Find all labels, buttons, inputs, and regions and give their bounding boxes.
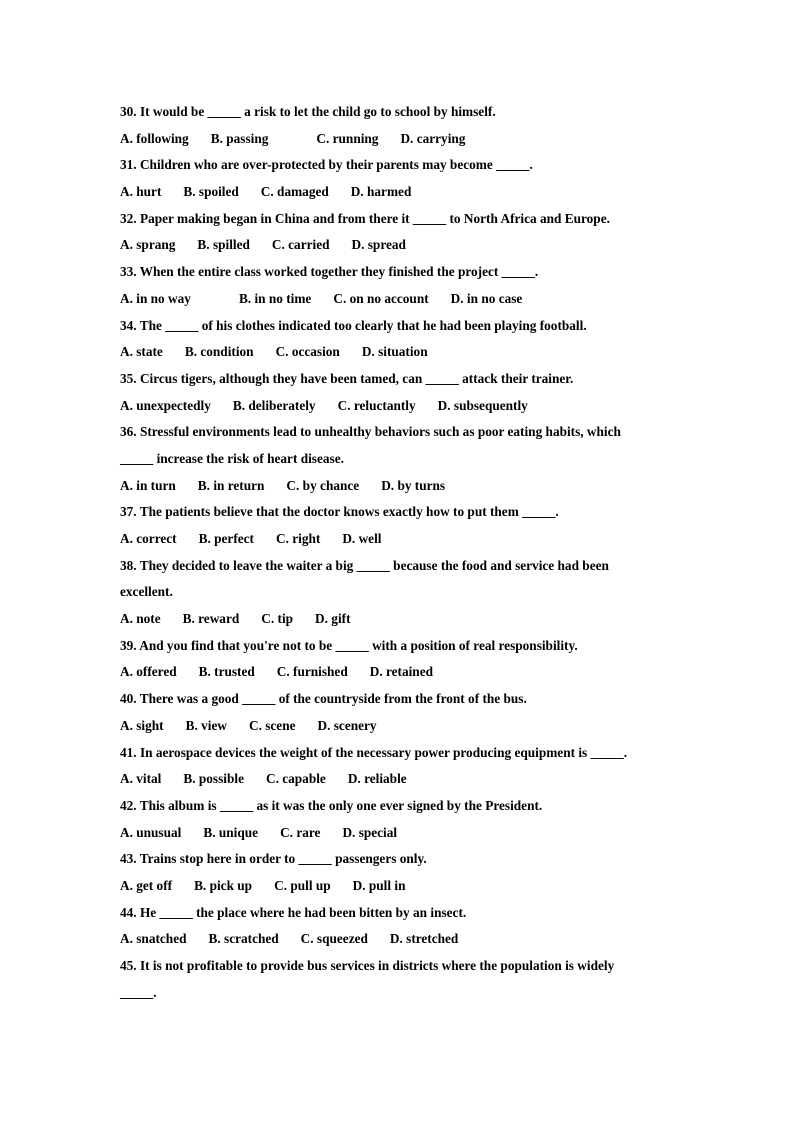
- question-list: [120, 99, 680, 1006]
- question-stem: 44. He _____ the place where he had been bitten by an insect.: [120, 904, 467, 920]
- answer-option: B. in return: [197, 477, 265, 493]
- question-stem: 34. The _____ of his clothes indicated too clearly that he had been playing football.: [120, 317, 587, 333]
- answer-option: B. in no time: [238, 290, 312, 306]
- answer-options: [120, 232, 680, 259]
- answer-option: C. by chance: [286, 477, 360, 493]
- answer-option: A. get off: [120, 877, 173, 893]
- answer-option: C. carried: [271, 237, 330, 253]
- answer-option: B. reward: [182, 611, 240, 627]
- question-stem: 38. They decided to leave the waiter a big _____ because the food and service had been: [120, 557, 609, 573]
- answer-option: D. by turns: [381, 477, 446, 493]
- answer-option: B. spoiled: [183, 184, 239, 200]
- answer-option: C. reluctantly: [337, 397, 416, 413]
- answer-options: [120, 820, 680, 847]
- answer-option: D. harmed: [350, 184, 412, 200]
- answer-option: C. furnished: [276, 664, 348, 680]
- answer-options: [120, 339, 680, 366]
- answer-option: B. condition: [184, 344, 254, 360]
- answer-options: [120, 286, 680, 313]
- answer-options: [120, 713, 680, 740]
- question-stem: 32. Paper making began in China and from there it _____ to North Africa and Europe.: [120, 210, 610, 226]
- answer-option: A. in turn: [120, 477, 176, 493]
- answer-option: C. tip: [261, 611, 294, 627]
- answer-option: A. hurt: [120, 184, 162, 200]
- answer-option: B. view: [185, 717, 227, 733]
- answer-option: C. scene: [248, 717, 296, 733]
- question-stem: 42. This album is _____ as it was the only one ever signed by the President.: [120, 797, 543, 813]
- answer-options: [120, 873, 680, 900]
- answer-option: C. right: [276, 531, 321, 546]
- question-stem: excellent.: [120, 584, 173, 600]
- answer-option: D. scenery: [317, 717, 377, 733]
- question-stem: 39. And you find that you're not to be _____ with a position of real responsibility.: [120, 637, 578, 653]
- question-stem: 41. In aerospace devices the weight of the necessary power producing equipment is _____.: [120, 744, 628, 760]
- answer-option: C. pull up: [274, 877, 331, 893]
- question-stem: 36. Stressful environments lead to unhealthy behaviors such as poor eating habits, which: [120, 424, 621, 440]
- answer-option: A. offered: [120, 664, 177, 680]
- answer-option: D. pull in: [352, 877, 406, 893]
- question-stem: 45. It is not profitable to provide bus services in districts where the population is widely: [120, 958, 615, 973]
- answer-option: D. subsequently: [437, 397, 528, 413]
- answer-option: A. sight: [120, 717, 164, 733]
- answer-option: C. rare: [280, 824, 321, 840]
- question-stem: _____.: [120, 984, 157, 1000]
- question-stem: 43. Trains stop here in order to _____ passengers only.: [120, 851, 427, 867]
- question-stem: 40. There was a good _____ of the countryside from the front of the bus.: [120, 691, 527, 707]
- answer-option: B. spilled: [197, 237, 250, 253]
- answer-option: B. pick up: [194, 877, 253, 893]
- answer-option: C. occasion: [275, 344, 340, 360]
- answer-option: A. in no way: [120, 290, 191, 306]
- answer-option: A. sprang: [120, 237, 176, 253]
- answer-option: D. retained: [369, 664, 433, 680]
- answer-option: A. following: [120, 130, 189, 146]
- answer-option: A. state: [120, 344, 163, 360]
- answer-options: [120, 473, 680, 500]
- answer-option: D. gift: [315, 611, 351, 627]
- answer-option: D. spread: [351, 237, 406, 253]
- answer-option: B. deliberately: [232, 397, 316, 413]
- answer-option: C. capable: [265, 771, 326, 787]
- answer-option: D. stretched: [389, 931, 459, 947]
- question-stem: 30. It would be _____ a risk to let the child go to school by himself.: [120, 104, 496, 119]
- question-stem: _____ increase the risk of heart disease.: [120, 450, 344, 466]
- answer-option: A. note: [120, 611, 161, 627]
- answer-option: C. damaged: [260, 184, 329, 200]
- answer-options: [120, 766, 680, 793]
- answer-option: D. well: [342, 531, 382, 546]
- question-stem: 31. Children who are over-protected by their parents may become _____.: [120, 157, 533, 173]
- answer-options: [120, 126, 680, 153]
- answer-option: B. possible: [183, 771, 244, 787]
- answer-option: B. perfect: [198, 531, 254, 546]
- answer-options: [120, 926, 680, 953]
- answer-options: [120, 393, 680, 420]
- answer-option: B. unique: [203, 824, 259, 840]
- answer-option: D. reliable: [347, 771, 407, 787]
- answer-option: C. running: [316, 130, 379, 146]
- answer-option: C. on no account: [333, 290, 429, 306]
- answer-option: D. carrying: [400, 130, 466, 146]
- answer-option: C. squeezed: [300, 931, 368, 947]
- answer-options: [120, 659, 680, 686]
- answer-option: A. correct: [120, 531, 177, 546]
- answer-option: A. vital: [120, 771, 162, 787]
- question-stem: 35. Circus tigers, although they have been tamed, can _____ attack their trainer.: [120, 370, 574, 386]
- answer-option: A. snatched: [120, 931, 187, 947]
- question-stem: 33. When the entire class worked together they finished the project _____.: [120, 264, 539, 280]
- answer-option: D. special: [342, 824, 398, 840]
- answer-option: A. unexpectedly: [120, 397, 211, 413]
- answer-option: B. trusted: [198, 664, 255, 680]
- question-stem: 37. The patients believe that the doctor knows exactly how to put them _____.: [120, 504, 559, 520]
- answer-option: B. scratched: [208, 931, 279, 947]
- answer-options: [120, 606, 680, 633]
- answer-options: [120, 179, 680, 206]
- answer-options: [120, 526, 680, 553]
- answer-option: B. passing: [210, 130, 269, 146]
- answer-option: A. unusual: [120, 824, 182, 840]
- answer-option: D. situation: [361, 344, 428, 360]
- answer-option: D. in no case: [450, 290, 523, 306]
